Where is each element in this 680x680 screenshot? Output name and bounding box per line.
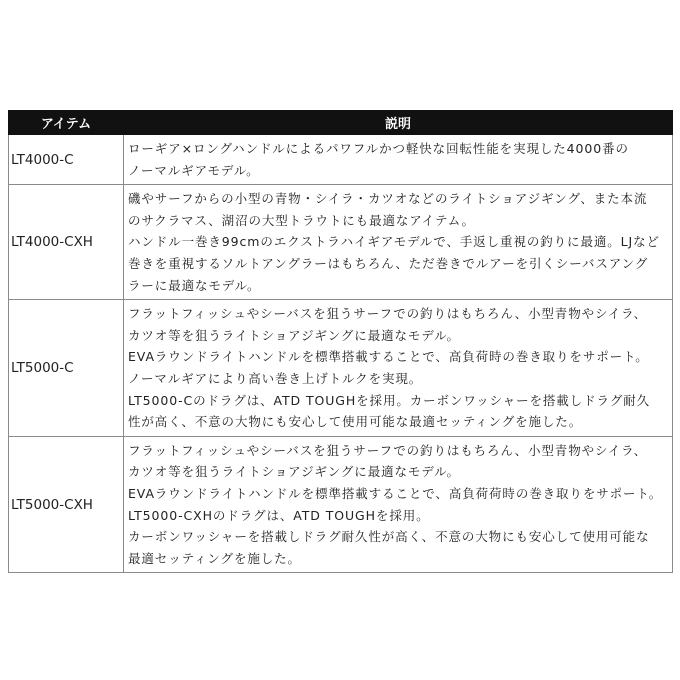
description-line: のサクラマス、湖沼の大型トラウトにも最適なアイテム。 [128,212,475,228]
description-cell [124,185,673,300]
header-description: 説明 [124,111,673,135]
description-line: 巻きを重視するソルトアングラーはもちろん、ただ巻きでルアーを引くシーバスアング [128,255,649,271]
table-row [9,185,673,300]
description-line: EVAラウンドライトハンドルを標準搭載することで、高負荷荷時の巻き取りをサポート。 [128,485,663,501]
description-line: フラットフィッシュやシーバスを狙うサーフでの釣りはもちろん、小型青物やシイラ、 [128,442,647,458]
table-row [9,300,673,437]
description-line: ノーマルギアモデル。 [128,162,260,178]
description-line: フラットフィッシュやシーバスを狙うサーフでの釣りはもちろん、小型青物やシイラ、 [128,306,647,322]
description-line: カツオ等を狙うライトショアジギングに最適なモデル。 [128,327,460,343]
table-row [9,135,673,185]
description-line: ローギア×ロングハンドルによるパワフルかつ軽快な回転性能を実現した4000番の [128,141,629,156]
description-line: カーボンワッシャーを搭載しドラグ耐久性が高く、不意の大物にも安心して使用可能な [128,529,650,545]
description-line: 最適セッティングを施した。 [128,550,301,566]
item-cell: LT5000-CXH [9,436,124,573]
description-line: ラーに最適なモデル。 [128,277,261,293]
description-cell [124,300,673,437]
item-cell: LT5000-C [9,300,124,437]
description-line: ノーマルギアにより高い巻き上げトルクを実現。 [128,370,423,386]
description-cell [124,436,673,573]
description-line: 性が高く、不意の大物にも安心して使用可能な最適セッティングを施した。 [128,414,583,430]
description-line: EVAラウンドライトハンドルを標準搭載することで、高負荷時の巻き取りをサポート。 [128,349,649,365]
header-row [9,111,673,135]
item-cell: LT4000-CXH [9,185,124,300]
header-item: アイテム [9,111,124,135]
description-line: 磯やサーフからの小型の青物・シイラ・カツオなどのライトショアジギング、また本流 [128,191,648,207]
description-line: ハンドル一巻き99cmのエクストラハイギアモデルで、手返し重視の釣りに最適。LJなど [128,234,660,250]
spec-table [8,110,673,573]
item-cell: LT4000-C [9,135,124,185]
description-line: LT5000-CXHのドラグは、ATD TOUGHを採用。 [128,507,430,523]
table-header [9,111,673,135]
description-line: カツオ等を狙うライトショアジギングに最適なモデル。 [128,464,460,480]
table-body [9,135,673,573]
table-row [9,436,673,573]
description-line: LT5000-Cのドラグは、ATD TOUGHを採用。カーボンワッシャーを搭載しドラグ耐久 [128,392,651,408]
description-cell [124,135,673,185]
